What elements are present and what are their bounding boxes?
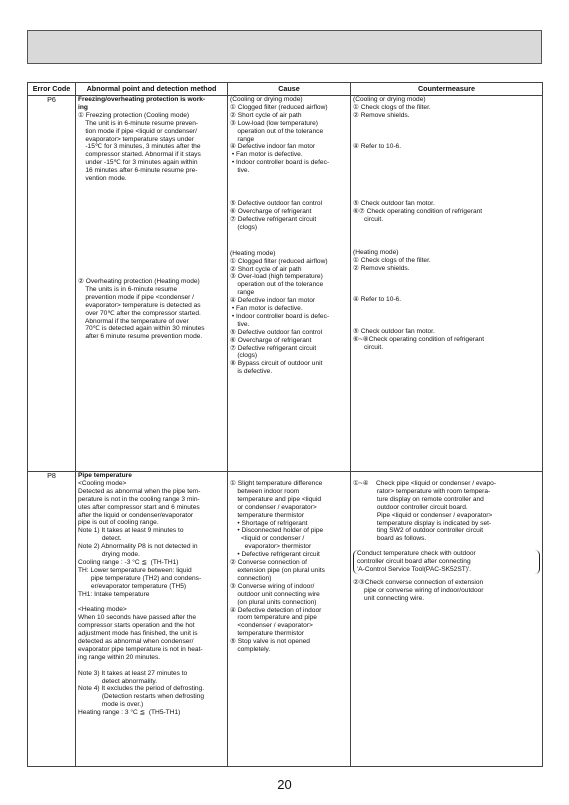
table-header-row bbox=[28, 83, 543, 96]
cause-line: (Cooling or drying mode) bbox=[230, 96, 303, 103]
cause-line: (on plural units connection) bbox=[230, 598, 317, 606]
countermeasure-line bbox=[353, 289, 540, 297]
countermeasure-line bbox=[353, 120, 540, 128]
method-line: 70℃ is detected again within 30 minutes bbox=[78, 325, 205, 333]
method-line: vention mode. bbox=[78, 175, 127, 183]
table-row-p6 bbox=[28, 96, 543, 472]
method-line: tion mode if pipe <liquid or condenser/ bbox=[78, 127, 197, 135]
cause-line: ② Short cycle of air path bbox=[230, 111, 302, 119]
cause-line: operation out of the tolerance bbox=[230, 127, 324, 135]
cause-cell-p6 bbox=[228, 96, 351, 472]
countermeasure-line bbox=[353, 273, 540, 281]
cause-line: room temperature and pipe bbox=[230, 614, 317, 622]
cause-line: (Heating mode) bbox=[230, 249, 276, 257]
countermeasure-line: outdoor controller circuit board. bbox=[353, 503, 468, 511]
method-line: evaporator> temperature stays under bbox=[78, 135, 195, 143]
method-line: mode is over.) bbox=[78, 701, 144, 709]
col-header-error-code: Error Code bbox=[28, 83, 76, 96]
method-line: compressor started. Abnormal if it stays bbox=[78, 151, 201, 159]
countermeasure-line: ② Remove shields. bbox=[353, 111, 410, 119]
method-line: The units is in 6-minute resume bbox=[78, 285, 178, 293]
method-line: -15℃ for 3 minutes, 3 minutes after the bbox=[78, 143, 201, 151]
cause-line: ① Slight temperature difference bbox=[230, 480, 323, 487]
countermeasure-line bbox=[353, 128, 540, 136]
cause-line: ③ Converse wiring of indoor/ bbox=[230, 582, 315, 590]
col-header-method: Abnormal point and detection method bbox=[76, 83, 228, 96]
method-line: under -15℃ for 3 minutes again within bbox=[78, 159, 198, 167]
method-line: Note 2) Abnormality P8 is not detected in bbox=[78, 543, 198, 551]
countermeasure-line: pipe or converse wiring of indoor/outdoor bbox=[353, 586, 484, 594]
countermeasure-line: unit connecting wire. bbox=[353, 594, 425, 602]
countermeasure-line bbox=[353, 320, 540, 328]
cause-line: ② Short cycle of air path bbox=[230, 265, 302, 273]
countermeasure-line: ⑤ Check outdoor fan motor. bbox=[353, 200, 435, 208]
countermeasure-line: ⑤ Check outdoor fan motor. bbox=[353, 327, 435, 335]
cause-line: evaporator> thermistor bbox=[230, 543, 312, 551]
cause-line: temperature and pipe <liquid bbox=[230, 495, 322, 503]
method-line: drying mode. bbox=[78, 551, 140, 559]
cause-line: operation out of the tolerance bbox=[230, 281, 324, 289]
cause-line: ⑤ Defective outdoor fan control bbox=[230, 200, 323, 208]
cause-line: (clogs) bbox=[230, 223, 258, 231]
method-line: The unit is in 6-minute resume preven- bbox=[78, 119, 199, 127]
countermeasure-line: ① Check clogs of the filter. bbox=[353, 103, 431, 111]
cause-line: ⑦ Defective refrigerant circuit bbox=[230, 215, 317, 223]
method-line: Abnormal if the temperature of over bbox=[78, 317, 189, 325]
cause-line: ④ Defective detection of indoor bbox=[230, 606, 322, 614]
cause-line: <condenser / evaporator> bbox=[230, 622, 313, 630]
cause-line: tive. bbox=[230, 320, 250, 328]
method-line: ing bbox=[78, 103, 88, 111]
method-line: <Cooling mode> bbox=[78, 479, 127, 487]
method-line: ing range within 20 minutes. bbox=[78, 653, 161, 661]
method-line: prevention mode if pipe <condenser / bbox=[78, 293, 195, 301]
error-code-table bbox=[27, 82, 543, 767]
method-line: Note 4) It excludes the period of defrosting. bbox=[78, 685, 205, 693]
cause-line: • Fan motor is defective. bbox=[230, 151, 303, 159]
method-line: detect. bbox=[78, 535, 122, 543]
countermeasure-line: ②③Check converse connection of extension bbox=[353, 578, 484, 586]
cause-line: temperature thermistor bbox=[230, 630, 305, 638]
method-line: pipe is out of cooling range. bbox=[78, 519, 159, 527]
method-line: compressor starts operation and the hot bbox=[78, 622, 195, 630]
countermeasure-line bbox=[353, 281, 540, 289]
method-line: TH: Lower temperature between: liquid bbox=[78, 566, 192, 574]
countermeasure-line: ture display on remote controller and bbox=[353, 495, 484, 503]
header-band bbox=[27, 30, 542, 64]
method-line: perature is not in the cooling range 3 min- bbox=[78, 495, 200, 503]
cause-line: outdoor unit connecting wire bbox=[230, 590, 320, 598]
cause-line: range bbox=[230, 135, 255, 143]
cause-line: • Shortage of refrigerant bbox=[230, 519, 308, 527]
cause-line: ③ Over-load (high temperature) bbox=[230, 273, 323, 281]
error-code-p8: P8 bbox=[28, 472, 76, 767]
countermeasure-line: circuit. bbox=[353, 216, 384, 224]
countermeasure-line: (Cooling or drying mode) bbox=[353, 96, 426, 103]
cause-line: ⑥ Overcharge of refrigerant bbox=[230, 207, 312, 215]
countermeasure-line: ①~④ Check pipe <liquid or condenser / evapo- bbox=[353, 480, 497, 487]
countermeasure-line: ting SW2 of outdoor controller circuit bbox=[353, 527, 484, 535]
method-line: evaporator pipe temperature is not in heat- bbox=[78, 645, 203, 653]
method-line: (Detection restarts when defrosting bbox=[78, 693, 205, 701]
countermeasure-line: ⑥⑦ Check operating condition of refrigerant bbox=[353, 208, 483, 216]
countermeasure-line: circuit. bbox=[353, 343, 384, 351]
countermeasure-line bbox=[353, 312, 540, 320]
method-line: er/evaporator temperature (TH5) bbox=[78, 582, 187, 590]
countermeasure-cell-p6 bbox=[351, 96, 543, 472]
method-line: TH1: Intake temperature bbox=[78, 590, 150, 598]
method-line: detected as abnormal when condenser/ bbox=[78, 638, 194, 646]
cause-line: • Fan motor is defective. bbox=[230, 305, 303, 313]
method-line: Cooling range : -3 °C ≦ (TH-TH1) bbox=[78, 558, 179, 566]
countermeasure-line bbox=[353, 136, 540, 144]
method-line: ① Freezing protection (Cooling mode) bbox=[78, 111, 190, 119]
col-header-cause: Cause bbox=[228, 83, 351, 96]
countermeasure-line: ④ Refer to 10-6. bbox=[353, 296, 402, 304]
countermeasure-line: board as follows. bbox=[353, 535, 427, 543]
method-line: adjustment mode has finished, the unit is bbox=[78, 630, 198, 638]
countermeasure-line: controller circuit board after connecting bbox=[357, 558, 471, 566]
cause-line: range bbox=[230, 289, 255, 297]
method-line: evaporator> temperature is detected as bbox=[78, 301, 201, 309]
method-line bbox=[78, 599, 225, 607]
countermeasure-line: ④ Refer to 10-6. bbox=[353, 143, 402, 151]
table-row-p8 bbox=[28, 472, 543, 767]
countermeasure-line bbox=[353, 304, 540, 312]
countermeasure-line: ① Check clogs of the filter. bbox=[353, 256, 431, 264]
method-line: ② Overheating protection (Heating mode) bbox=[78, 277, 200, 285]
countermeasure-line: Conduct temperature check with outdoor bbox=[357, 550, 476, 558]
error-code-p6: P6 bbox=[28, 96, 76, 472]
method-line: detect abnormality. bbox=[78, 677, 158, 685]
method-line: after 6 minute resume prevention mode. bbox=[78, 333, 203, 341]
cause-line: ⑦ Defective refrigerant circuit bbox=[230, 344, 317, 352]
method-line: Note 1) It takes at least 9 minutes to bbox=[78, 527, 184, 535]
service-tool-note bbox=[353, 550, 540, 574]
cause-line: ⑤ Stop valve is not opened bbox=[230, 638, 310, 646]
method-line: Pipe temperature bbox=[78, 472, 132, 479]
cause-line: connection) bbox=[230, 574, 272, 582]
method-line: Heating range : 3 °C ≦ (TH5-TH1) bbox=[78, 709, 181, 717]
cause-line: ③ Low-load (low temperature) bbox=[230, 119, 319, 127]
method-line bbox=[78, 662, 225, 670]
page-number: 20 bbox=[277, 777, 292, 792]
cause-line: • Disconnected holder of pipe bbox=[230, 527, 324, 535]
col-header-countermeasure: Countermeasure bbox=[351, 83, 543, 96]
countermeasure-line: Pipe <liquid or condenser / evaporator> bbox=[353, 511, 493, 519]
cause-line: ④ Defective indoor fan motor bbox=[230, 297, 316, 305]
cause-line: • Defective refrigerant circuit bbox=[230, 551, 320, 559]
method-line: Freezing/overheating protection is work- bbox=[78, 96, 206, 103]
cause-line: ⑥ Overcharge of refrigerant bbox=[230, 336, 312, 344]
cause-line: ⑤ Defective outdoor fan control bbox=[230, 328, 323, 336]
method-line: after the liquid or condenser/evaporator bbox=[78, 511, 194, 519]
cause-line: ① Clogged filter (reduced airflow) bbox=[230, 103, 328, 111]
cause-line: ④ Defective indoor fan motor bbox=[230, 143, 316, 151]
method-line: <Heating mode> bbox=[78, 606, 127, 614]
countermeasure-line: temperature display is indicated by set- bbox=[353, 519, 492, 527]
cause-line: ② Converse connection of bbox=[230, 559, 308, 567]
method-line: utes after compressor start and 6 minutes bbox=[78, 503, 200, 511]
countermeasure-line: rator> temperature with room tempera- bbox=[353, 487, 491, 495]
cause-line: (clogs) bbox=[230, 352, 258, 360]
method-line: over 70℃ after the compressor started. bbox=[78, 309, 201, 317]
countermeasure-line: ⑥~⑧Check operating condition of refrigerant bbox=[353, 335, 485, 343]
cause-line: tive. bbox=[230, 167, 250, 175]
method-line: pipe temperature (TH2) and condens- bbox=[78, 574, 202, 582]
cause-line: is defective. bbox=[230, 368, 273, 376]
method-cell-p6 bbox=[76, 96, 228, 472]
cause-line: completely. bbox=[230, 646, 271, 654]
countermeasure-line: 'A-Control Service Tool(PAC-SK52ST)'. bbox=[357, 566, 472, 574]
method-line: When 10 seconds have passed after the bbox=[78, 614, 197, 622]
cause-line: temperature thermistor bbox=[230, 511, 305, 519]
cause-line: between indoor room bbox=[230, 487, 300, 495]
method-cell-p8 bbox=[76, 472, 228, 767]
countermeasure-cell-p8 bbox=[351, 472, 543, 767]
countermeasure-line: (Heating mode) bbox=[353, 249, 399, 257]
cause-line: or condenser / evaporator> bbox=[230, 503, 317, 511]
method-line: 16 minutes after 6-minute resume pre- bbox=[78, 167, 198, 175]
cause-line: <liquid or condenser / bbox=[230, 535, 305, 543]
cause-line: ① Clogged filter (reduced airflow) bbox=[230, 257, 328, 265]
method-line: Note 3) It takes at least 27 minutes to bbox=[78, 669, 188, 677]
cause-cell-p8 bbox=[228, 472, 351, 767]
cause-line: extension pipe (on plural units bbox=[230, 566, 325, 574]
method-line: Detected as abnormal when the pipe tem- bbox=[78, 487, 201, 495]
cause-line: • Indoor controller board is defec- bbox=[230, 312, 330, 320]
countermeasure-line: ② Remove shields. bbox=[353, 264, 410, 272]
cause-line: • Indoor controller board is defec- bbox=[230, 159, 330, 167]
cause-line: ⑧ Bypass circuit of outdoor unit bbox=[230, 360, 323, 368]
